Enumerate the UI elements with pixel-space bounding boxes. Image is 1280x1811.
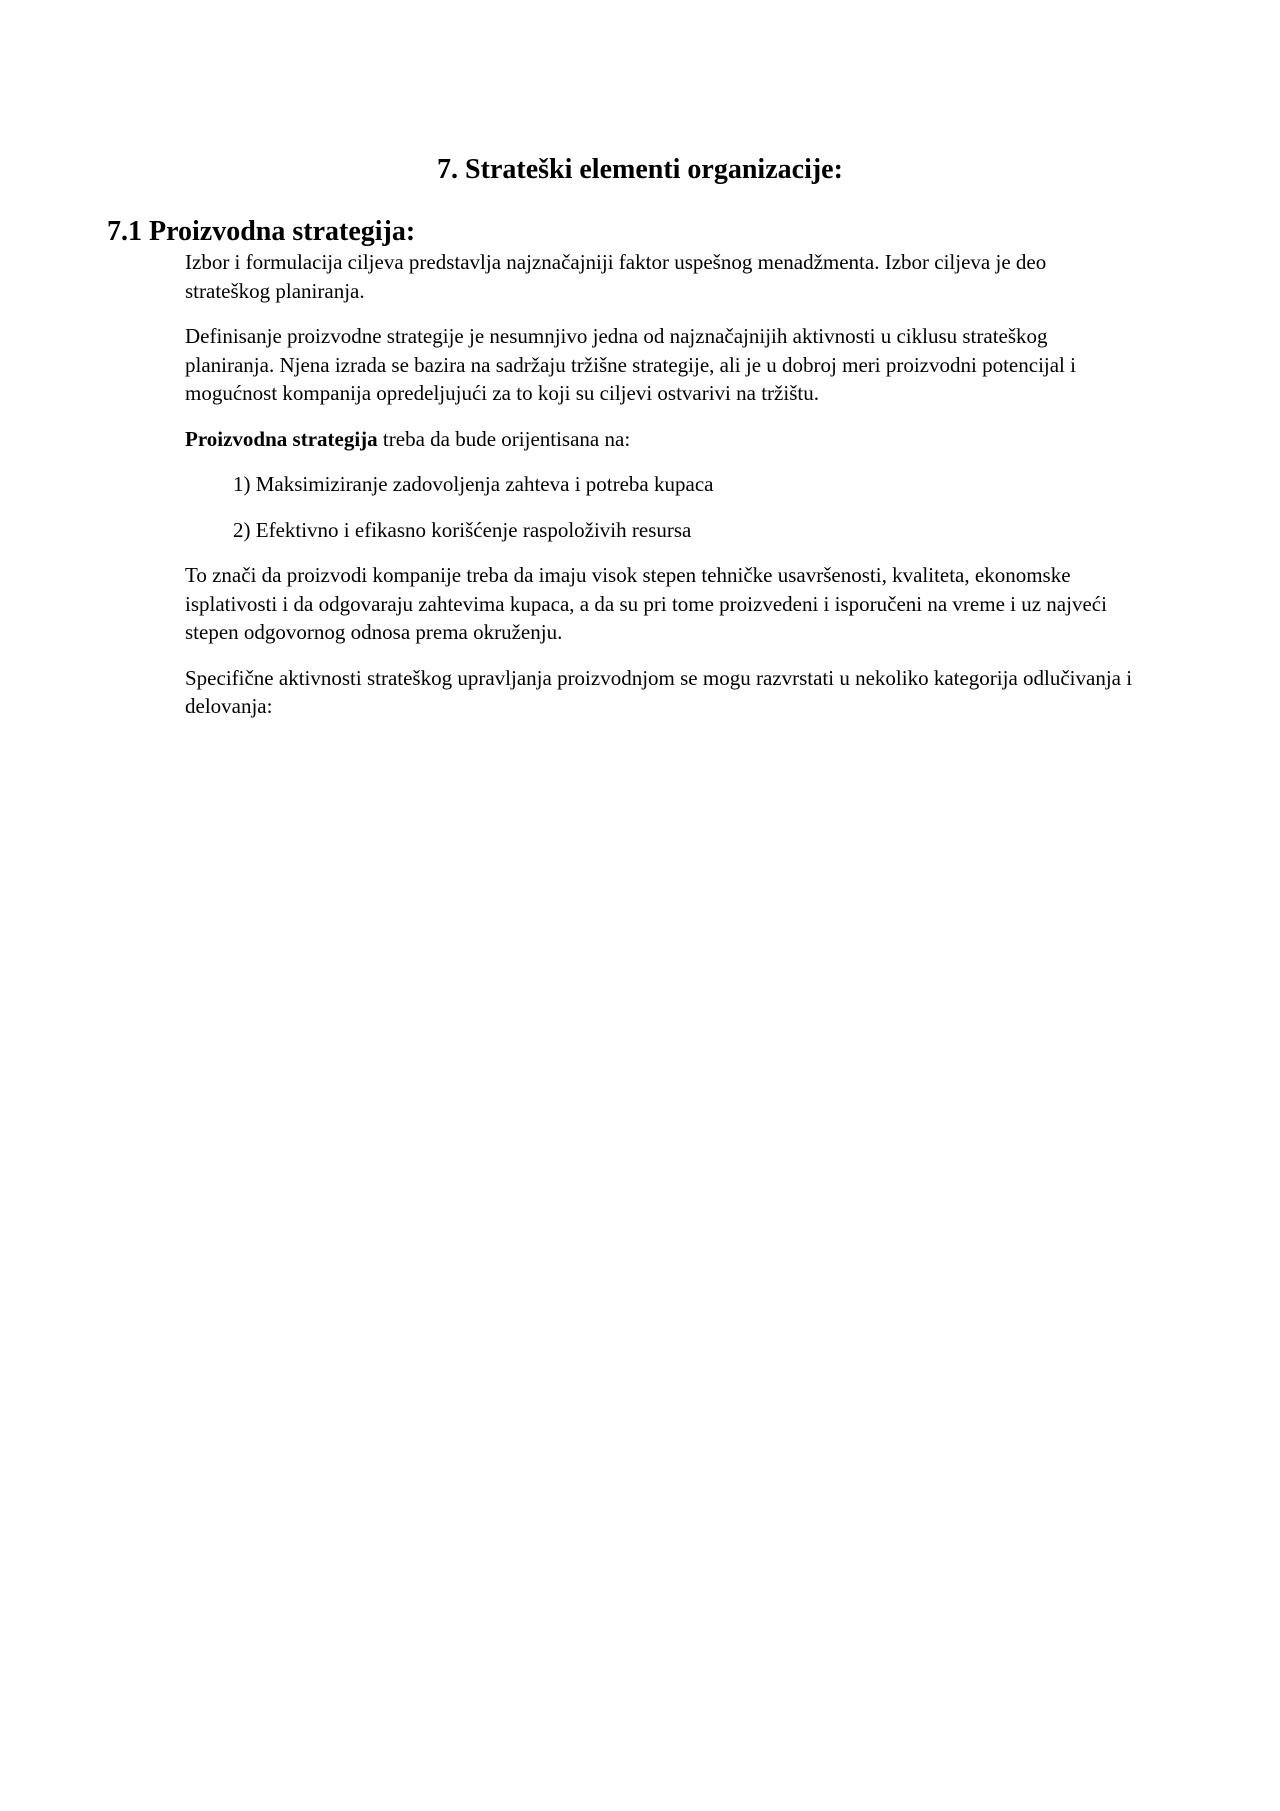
paragraph-goals: Izbor i formulacija ciljeva predstavlja najznačajniji faktor uspešnog menadžmenta. Izbor ciljeva je deo strateškog planiranja. [185,250,1047,303]
chapter-title: 7. Strateški elementi organizacije: [437,154,843,185]
paragraph-orientation-text: treba da bude orijentisana na: [377,426,631,451]
paragraph-activities: Specifične aktivnosti strateškog upravljanja proizvodnjom se mogu razvrstati u nekoliko kategorija odlučivanja i delovanja: [185,665,1133,718]
paragraph-definition: Definisanje proizvodne strategije je nesumnjivo jedna od najznačajnijih aktivnosti u ciklusu strateškog planiranja. Njena izrada se bazira na sadržaju tržišne strategije, ali je u dobroj meri proizvodni potencijal i mogućnost kompanija opredeljujući za to koji su ciljevi ostvarivi na tržištu. [185,324,1076,405]
paragraph-meaning: To znači da proizvodi kompanije treba da imaju visok stepen tehničke usavršenosti, kvaliteta, ekonomske isplativosti i da odgovaraju zahtevima kupaca, a da su pri tome proizvedeni i isporučeni na vreme i uz najveći stepen odgovornog odnosa prema okruženju. [185,563,1107,644]
section-title: 7.1 Proizvodna strategija: [107,216,416,247]
section-body [185,248,1135,738]
list-item-1: 1) Maksimiziranje zadovoljenja zahteva i potreba kupaca [233,472,714,496]
bold-term: Proizvodna strategija [185,426,378,451]
paragraph-orientation [185,425,1135,454]
list-item-2: 2) Efektivno i efikasno korišćenje raspoloživih resursa [233,517,692,542]
